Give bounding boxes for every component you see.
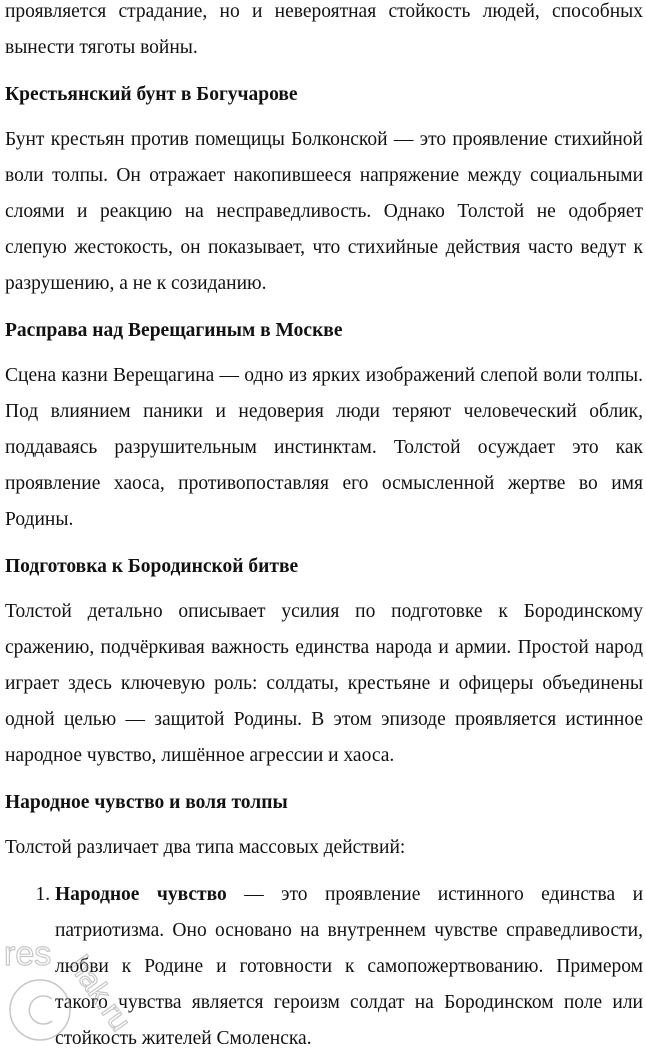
heading-bogucharovo: Крестьянский бунт в Богучарове (5, 84, 298, 105)
heading-borodino: Подготовка к Бородинской битве (5, 556, 299, 577)
svg-text:hak.ru: hak.ru (62, 950, 138, 1038)
paragraph-intro: проявляется страдание, но и невероятная стойкость людей, способных вынести тяготы войны. (5, 1, 643, 58)
list-item (55, 877, 643, 1057)
list-item-term: Народное чувство (55, 884, 227, 905)
svg-text:res: res (4, 935, 52, 973)
heading-folk-feeling: Народное чувство и воля толпы (5, 792, 288, 813)
paragraph-borodino: Толстой детально описывает усилия по подготовке к Бородинскому сражению, подчёркивая важность единства народа и армии. Простой народ играет здесь ключевую роль: солдаты, крестьяне и офицеры объединены одной целью — защитой Родины. В этом эпизоде проявляется истинное народное чувство, лишённое агрессии и хаоса. (5, 601, 643, 766)
paragraph-folk-feeling: Толстой различает два типа массовых действий: (5, 837, 406, 858)
document-body (5, 0, 643, 1057)
numbered-list (5, 877, 643, 1057)
list-item-text: — это проявление истинного единства и патриотизма. Оно основано на внутреннем чувстве справедливости, любви к Родине и готовности к самопожертвованию. Примером такого чувства является героизм солдат на Бородинском поле или стойкость жителей Смоленска. (55, 884, 644, 1049)
heading-vereshchagin: Расправа над Верещагиным в Москве (5, 320, 343, 341)
paragraph-vereshchagin: Сцена казни Верещагина — одно из ярких изображений слепой воли толпы. Под влиянием паники и недоверия люди теряют человеческий облик, поддаваясь разрушительным инстинктам. Толстой осуждает это как проявление хаоса, противопоставляя его осмысленной жертве во имя Родины. (5, 365, 643, 530)
paragraph-bogucharovo: Бунт крестьян против помещицы Болконской — это проявление стихийной воли толпы. Он отражает накопившееся напряжение между социальными слоями и реакцию на несправедливость. Однако Толстой не одобряет слепую жестокость, он показывает, что стихийные действия часто ведут к разрушению, а не к созиданию. (5, 129, 643, 294)
